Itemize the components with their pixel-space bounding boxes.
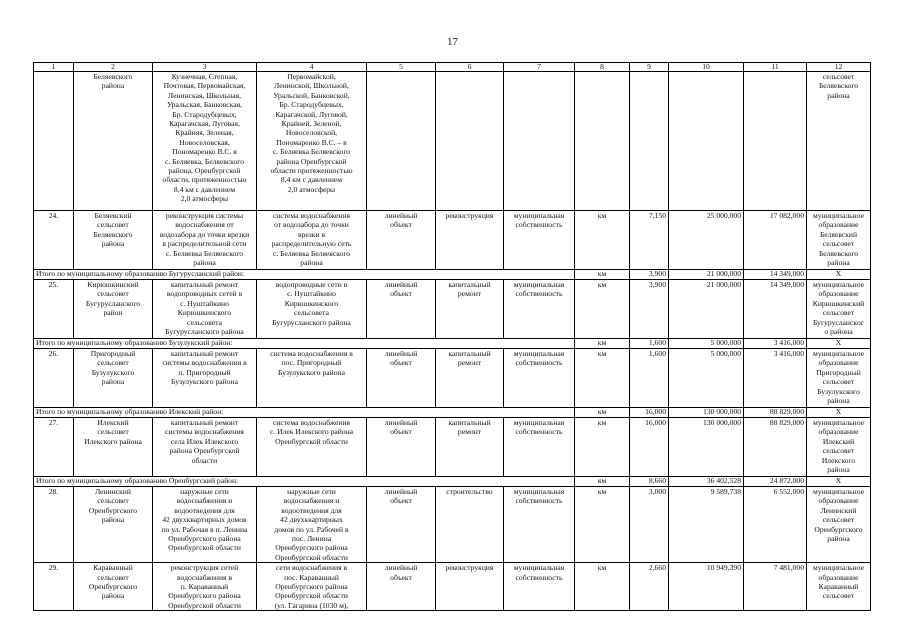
- total-length: 3,900: [630, 270, 669, 280]
- total-cost: 21 000,000: [669, 270, 744, 280]
- total-amount: 88 829,000: [744, 408, 807, 418]
- col-header: 2: [74, 63, 153, 72]
- cell-number: 29.: [34, 563, 74, 611]
- col-header: 3: [153, 63, 257, 72]
- cell-unit: км: [575, 487, 630, 563]
- cell-length: 16,000: [630, 418, 669, 477]
- cell-ownership: муниципальная собственность: [504, 487, 575, 563]
- objects-table: [33, 62, 871, 611]
- cell-number: 27.: [34, 418, 74, 477]
- cell-unit: км: [575, 349, 630, 408]
- cell-length: 3,000: [630, 487, 669, 563]
- total-amount: 24 872,000: [744, 477, 807, 487]
- cell-amount: 88 829,000: [744, 418, 807, 477]
- header-row: [34, 63, 871, 72]
- col-header: 10: [669, 63, 744, 72]
- col-header: 4: [257, 63, 367, 72]
- cell-municipality: Беляевского района: [74, 72, 153, 211]
- total-label: Итого по муниципальному образованию Илекский район:: [34, 408, 575, 418]
- total-unit: км: [575, 477, 630, 487]
- cell-municipality: Беляевский сельсовет Беляевского района: [74, 211, 153, 270]
- cell-number: 25.: [34, 280, 74, 339]
- cell-ownership: муниципальная собственность: [504, 418, 575, 477]
- cell-object-type: линейный объект: [367, 418, 436, 477]
- cell-object-type: линейный объект: [367, 563, 436, 611]
- cell-unit: [575, 72, 630, 211]
- table-row: [34, 280, 871, 339]
- cell-amount: [744, 72, 807, 211]
- cell-work-name: капитальный ремонт системы водоснабжения села Илек Илекского района Оренбургской области: [153, 418, 257, 477]
- cell-unit: км: [575, 563, 630, 611]
- cell-cost: 5 000,000: [669, 349, 744, 408]
- cell-amount: 14 349,000: [744, 280, 807, 339]
- total-mark: X: [807, 477, 871, 487]
- cell-work-type: [436, 72, 504, 211]
- cell-number: 28.: [34, 487, 74, 563]
- cell-ownership: муниципальная собственность: [504, 349, 575, 408]
- cell-unit: км: [575, 418, 630, 477]
- cell-municipality: Пригородный сельсовет Бузулукского района: [74, 349, 153, 408]
- cell-object-type: линейный объект: [367, 280, 436, 339]
- cell-ownership: муниципальная собственность: [504, 563, 575, 611]
- cell-work-type: реконструкция: [436, 211, 504, 270]
- col-header: 7: [504, 63, 575, 72]
- cell-recipient: муниципальное образование Беляевский сельсовет Беляевского района: [807, 211, 871, 270]
- total-unit: км: [575, 408, 630, 418]
- col-header: 8: [575, 63, 630, 72]
- cell-object-type: линейный объект: [367, 349, 436, 408]
- cell-number: 24.: [34, 211, 74, 270]
- cell-number: [34, 72, 74, 211]
- cell-cost: [669, 72, 744, 211]
- cell-recipient: муниципальное образование Ленинский сельсовет Оренбургского района: [807, 487, 871, 563]
- total-label: Итого по муниципальному образованию Оренбургский район:: [34, 477, 575, 487]
- cell-work-name: реконструкция сетей водоснабжения в п. Караванный Оренбургского района Оренбургской области: [153, 563, 257, 611]
- cell-object-name: водопроводные сети в с. Нуштайкино Кирюшкинского сельсовета Бугурусланского района: [257, 280, 367, 339]
- total-mark: X: [807, 270, 871, 280]
- total-label: Итого по муниципальному образованию Бузулукский район:: [34, 339, 575, 349]
- cell-amount: 7 481,000: [744, 563, 807, 611]
- cell-recipient: муниципальное образование Кирюшкинский сельсовет Бугурусланскoг о района: [807, 280, 871, 339]
- cell-amount: 3 416,000: [744, 349, 807, 408]
- cell-recipient: муниципальное образование Пригородный сельсовет Бузулукского района: [807, 349, 871, 408]
- table-row: [34, 349, 871, 408]
- table-row: [34, 211, 871, 270]
- cell-number: 26.: [34, 349, 74, 408]
- cell-object-name: система водоснабжения с. Илек Илекского района Оренбургской области: [257, 418, 367, 477]
- cell-unit: км: [575, 211, 630, 270]
- cell-object-name: сети водоснабжения в пос. Караванный Оренбургского района Оренбургской области (ул. Гагарина (1030 м),: [257, 563, 367, 611]
- cell-work-type: реконструкция: [436, 563, 504, 611]
- cell-municipality: Караванный сельсовет Оренбургского района: [74, 563, 153, 611]
- cell-cost: 9 589,738: [669, 487, 744, 563]
- total-length: 8,660: [630, 477, 669, 487]
- cell-unit: км: [575, 280, 630, 339]
- total-row: [34, 477, 871, 487]
- cell-object-type: [367, 72, 436, 211]
- total-cost: 36 402,528: [669, 477, 744, 487]
- continuation-row: [34, 72, 871, 211]
- cell-length: 2,660: [630, 563, 669, 611]
- total-mark: X: [807, 339, 871, 349]
- col-header: 6: [436, 63, 504, 72]
- cell-cost: 130 000,000: [669, 418, 744, 477]
- total-mark: X: [807, 408, 871, 418]
- cell-ownership: муниципальная собственность: [504, 280, 575, 339]
- cell-work-name: наружные сети водоснабжения и водоотведения для 42 двухквартирных домов по ул. Рабочая в п. Ленина Оренбургского района Оренбургской области: [153, 487, 257, 563]
- cell-object-name: наружные сети водоснабжения и водоотведения для 42 двухквартирных домов по ул. Рабочей в пос. Ленина Оренбургского района Оренбургской области: [257, 487, 367, 563]
- cell-amount: 17 082,000: [744, 211, 807, 270]
- total-cost: 130 000,000: [669, 408, 744, 418]
- cell-work-name: реконструкция системы водоснабжения от водозабора до точки врезки в распределительной сети с. Беляевка Беляевского района: [153, 211, 257, 270]
- cell-work-type: строительство: [436, 487, 504, 563]
- cell-work-type: капитальный ремонт: [436, 349, 504, 408]
- cell-work-name: капитальный ремонт системы водоснабжения в п. Пригородный Бузулукского района: [153, 349, 257, 408]
- cell-work-type: капитальный ремонт: [436, 280, 504, 339]
- total-amount: 14 349,000: [744, 270, 807, 280]
- total-length: 1,600: [630, 339, 669, 349]
- col-header: 12: [807, 63, 871, 72]
- cell-municipality: Кирюшкинский сельсовет Бугурусланского район: [74, 280, 153, 339]
- total-row: [34, 339, 871, 349]
- cell-length: 1,600: [630, 349, 669, 408]
- cell-work-name: Кузнечная, Степная, Почтовая, Первомайская, Ленинская, Школьная, Уральская, Банковская, Бр. Стародубцевых, Карагачская, Луговая, Крайняя, Зеленая, Новоселовская, Пономаренко В.С. в с. Беляевка, Беляевского района, Оренбургской области, протяженностью 8,4 км с давлением 2,0 атмосферы: [153, 72, 257, 211]
- cell-recipient: муниципальное образование Илекский сельсовет Илекского района: [807, 418, 871, 477]
- table-row: [34, 487, 871, 563]
- total-row: [34, 408, 871, 418]
- cell-recipient: муниципальное образование Караванный сельсовет: [807, 563, 871, 611]
- cell-length: 3,900: [630, 280, 669, 339]
- total-unit: км: [575, 270, 630, 280]
- cell-object-type: линейный объект: [367, 487, 436, 563]
- cell-object-name: Первомайской, Ленинской, Школьной, Уральской, Банковской, Бр. Стародубцевых, Карагачской, Луговой, Крайней, Зеленой, Новоселовской, Пономаренко В.С. – в с. Беляевка Беляевского района Оренбургской области протяженностью 8,4 км с давлением 2,0 атмосферы: [257, 72, 367, 211]
- total-length: 16,000: [630, 408, 669, 418]
- col-header: 1: [34, 63, 74, 72]
- cell-length: 7,150: [630, 211, 669, 270]
- col-header: 9: [630, 63, 669, 72]
- cell-ownership: муниципальная собственность: [504, 211, 575, 270]
- cell-length: [630, 72, 669, 211]
- cell-municipality: Ленинский сельсовет Оренбургского района: [74, 487, 153, 563]
- cell-cost: 21 000,000: [669, 280, 744, 339]
- cell-object-type: линейный объект: [367, 211, 436, 270]
- total-amount: 3 416,000: [744, 339, 807, 349]
- cell-cost: 10 949,390: [669, 563, 744, 611]
- cell-cost: 25 000,000: [669, 211, 744, 270]
- col-header: 11: [744, 63, 807, 72]
- cell-amount: 6 552,000: [744, 487, 807, 563]
- cell-ownership: [504, 72, 575, 211]
- page-number: 17: [447, 36, 458, 48]
- table-row: [34, 563, 871, 611]
- col-header: 5: [367, 63, 436, 72]
- total-label: Итого по муниципальному образованию Бугурусланский район:: [34, 270, 575, 280]
- cell-work-type: капитальный ремонт: [436, 418, 504, 477]
- total-cost: 5 000,000: [669, 339, 744, 349]
- cell-municipality: Илекский сельсовет Илекского района: [74, 418, 153, 477]
- cell-object-name: система водоснабжения от водозабора до точки врезки в распределительную сеть с. Беляевка Беляевского района: [257, 211, 367, 270]
- table-row: [34, 418, 871, 477]
- cell-recipient: сельсовет Беляевского района: [807, 72, 871, 211]
- cell-object-name: система водоснабжения в пос. Пригородный Бузулукского района: [257, 349, 367, 408]
- total-row: [34, 270, 871, 280]
- total-unit: км: [575, 339, 630, 349]
- cell-work-name: капитальный ремонт водопроводных сетей в с. Нуштайкино Кирюшкинского сельсовета Бугурусланского района: [153, 280, 257, 339]
